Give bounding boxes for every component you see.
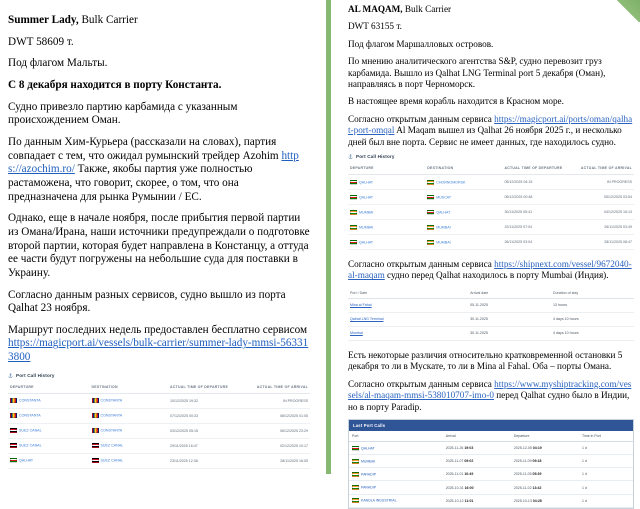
right-widget-title: Port Call History — [356, 154, 395, 160]
cell-duration: 4 days 10 hours — [551, 326, 634, 340]
right-p6-text-a: Согласно открытым данным сервиса — [348, 378, 495, 389]
cell-destination[interactable]: CONSTANTA — [90, 423, 169, 438]
cell-time-in-port: 1 d — [579, 494, 633, 507]
cell-arrival-date: 05.11.2025 — [468, 298, 551, 312]
cell-atd: 22/11/2025 07:04 — [502, 220, 574, 235]
flag-icon — [427, 240, 434, 245]
cell-atd: 29/11/2025 16:47 — [168, 438, 244, 453]
shipnext-header-row — [348, 288, 634, 299]
left-th-atd: ACTUAL TIME OF DEPARTURE — [168, 383, 244, 394]
cell-departure[interactable]: QALHAT — [348, 175, 425, 190]
cell-arrival: 2025-10-12 11:01 — [443, 494, 511, 507]
flag-icon — [92, 458, 99, 463]
table-row[interactable] — [8, 408, 310, 423]
cell-time-in-port: 1 d — [579, 468, 633, 481]
cell-ata: IN PROGRESS — [244, 393, 310, 408]
right-paragraph-5: Есть некоторые различия относительно кратковременной остановки 5 декабря то ли в Мускате, то ли в Mina al Fahal. Оба – порты Омана. — [348, 349, 623, 372]
cell-destination[interactable]: SUEZ CANAL — [90, 438, 169, 453]
left-column — [0, 0, 320, 469]
flag-icon — [10, 443, 17, 448]
myshiptracking-panel — [348, 419, 634, 509]
left-vessel-name: Summer Lady, — [8, 14, 79, 26]
left-p5-text-a: Маршрут последних недель предоставлен бесплатно сервисом — [8, 323, 308, 336]
flag-icon — [350, 210, 357, 215]
flag-icon — [352, 459, 359, 464]
left-paragraph-2 — [8, 136, 310, 204]
table-row[interactable] — [8, 393, 310, 408]
cell-departure[interactable]: MUMBAI — [348, 205, 425, 220]
right-column — [336, 0, 640, 509]
cell-departure[interactable]: SUEZ CANAL — [8, 438, 90, 453]
cell-ata: 04/12/2025 16:13 — [574, 205, 634, 220]
cell-atd: 05/12/2025 00:48 — [502, 190, 574, 205]
flag-icon — [10, 428, 17, 433]
right-paragraph-6 — [348, 379, 634, 413]
table-row[interactable] — [348, 298, 634, 312]
cell-destination[interactable]: QALHAT — [425, 205, 502, 220]
left-th-ata: ACTUAL TIME OF ARRIVAL — [244, 383, 310, 394]
right-th-departure: DEPARTURE — [348, 164, 425, 175]
cell-departure[interactable]: QALHAT — [348, 235, 425, 250]
table-row[interactable] — [8, 453, 310, 468]
left-paragraph-4: Согласно данным разных сервисов, судно вышло из порта Qalhat 23 ноября. — [8, 288, 286, 315]
cell-port[interactable]: MUMBAI — [349, 455, 443, 468]
cell-destination[interactable]: MUMBAI — [425, 220, 502, 235]
flag-icon — [350, 195, 357, 200]
cell-arrival-date: 30.11.2025 — [468, 312, 551, 326]
cell-ata: 28/11/2025 08:47 — [574, 235, 634, 250]
left-status-line: С 8 декабря находится в порту Константа. — [8, 78, 222, 91]
cell-departure: 2025-11-02 13:42 — [511, 481, 579, 494]
port-link[interactable]: Qalhat LNG Terminal — [350, 317, 384, 322]
right-port-call-widget — [348, 154, 634, 250]
cell-ata: IN PROGRESS — [574, 175, 634, 190]
anchor-icon — [348, 154, 353, 159]
flag-icon — [350, 180, 357, 185]
cell-atd: 26/11/2025 03:04 — [502, 235, 574, 250]
table-row[interactable] — [348, 190, 634, 205]
right-vessel-name: AL MAQAM, — [348, 4, 403, 14]
myshiptracking-link[interactable]: https://www.myshiptracking.com/vessels/al-maqam-mmsi-538010707-imo-0 — [348, 378, 632, 401]
flag-icon — [92, 413, 99, 418]
mst-header-row — [349, 431, 633, 442]
cell-ata: 06/12/2025 23:29 — [244, 423, 310, 438]
cell-ata: 05/12/2025 03:54 — [574, 190, 634, 205]
flag-icon — [92, 443, 99, 448]
flag-icon — [352, 485, 359, 490]
right-table-header-row — [348, 164, 634, 175]
cell-duration: 4 days 10 hours — [551, 312, 634, 326]
right-paragraph-2: В настоящее время корабль находится в Красном море. — [348, 96, 564, 107]
right-vessel-type: Bulk Carrier — [402, 4, 452, 14]
cell-port[interactable]: PARADIP — [349, 481, 443, 494]
port-link[interactable]: Mina al Fahal — [350, 303, 372, 308]
flag-icon — [10, 413, 17, 418]
shipnext-table-body — [348, 298, 634, 340]
right-th-destination: DESTINATION — [425, 164, 502, 175]
cell-departure[interactable]: MUMBAI — [348, 220, 425, 235]
cell-time-in-port: 1 d — [579, 481, 633, 494]
table-row[interactable] — [8, 423, 310, 438]
left-port-call-table — [8, 383, 310, 469]
cell-departure[interactable]: QALHAT — [348, 190, 425, 205]
right-table-body — [348, 175, 634, 250]
column-divider — [326, 0, 331, 474]
cell-destination[interactable]: MUSCAT — [425, 190, 502, 205]
right-th-ata: ACTUAL TIME OF ARRIVAL — [574, 164, 634, 175]
left-port-call-widget — [8, 373, 310, 469]
cell-departure: 2025-10-13 04:28 — [511, 494, 579, 507]
sn-th-arrival-date: Arrival date — [468, 288, 551, 299]
right-paragraph-4 — [348, 259, 634, 282]
flag-icon — [352, 446, 359, 451]
cell-departure: 2025-11-09 09:18 — [511, 455, 579, 468]
left-dwt: DWT 58609 т. — [8, 35, 74, 48]
cell-departure[interactable]: CONSTANTA — [8, 393, 90, 408]
flag-icon — [350, 240, 357, 245]
cell-duration: 13 hours — [551, 298, 634, 312]
mst-panel-title: Last Port Calls — [349, 420, 633, 431]
mst-table — [349, 431, 633, 508]
left-table-body — [8, 393, 310, 468]
right-widget-header — [348, 154, 634, 159]
left-table-header-row — [8, 383, 310, 394]
right-port-call-table — [348, 164, 634, 250]
cell-departure[interactable]: SUEZ CANAL — [8, 423, 90, 438]
cell-ata: 02/12/2025 10:17 — [244, 438, 310, 453]
left-widget-header — [8, 373, 310, 378]
flag-icon — [92, 428, 99, 433]
cell-destination[interactable]: CONSTANTA — [90, 408, 169, 423]
left-widget-title: Port Call History — [16, 372, 55, 378]
flag-icon — [10, 458, 17, 463]
cell-arrival: 2025-11-01 10:49 — [443, 468, 511, 481]
right-flag-line: Под флагом Маршалловых островов. — [348, 38, 494, 49]
cell-atd: 05/12/2025 04:15 — [502, 175, 574, 190]
right-p4-text-b: судно перед Qalhat находилось в порту Mumbai (Индия). — [384, 270, 609, 281]
cell-destination[interactable]: CONSTANTA — [90, 393, 169, 408]
cell-ata: 26/11/2025 03:49 — [574, 220, 634, 235]
left-th-destination: DESTINATION — [90, 383, 169, 394]
cell-destination[interactable]: CHORNOMORSK — [425, 175, 502, 190]
flag-icon — [350, 225, 357, 230]
cell-destination[interactable]: SUEZ CANAL — [90, 453, 169, 468]
sn-th-port-date: Port / Date — [348, 288, 468, 299]
mst-table-body — [349, 441, 633, 507]
left-vessel-title — [8, 14, 310, 28]
table-row[interactable] — [348, 235, 634, 250]
shipnext-link[interactable]: https://shipnext.com/vessel/9672040-al-maqam — [348, 259, 632, 281]
flag-icon — [427, 225, 434, 230]
right-vessel-title — [348, 4, 634, 15]
table-row[interactable] — [349, 468, 633, 481]
table-row[interactable] — [348, 220, 634, 235]
table-row[interactable] — [349, 455, 633, 468]
left-paragraph-1: Судно привезло партию карбамида с указанным происхождением Оман. — [8, 100, 238, 127]
cell-atd: 30/11/2025 05:41 — [502, 205, 574, 220]
table-row[interactable] — [348, 326, 634, 340]
table-row[interactable] — [349, 481, 633, 494]
right-paragraph-3 — [348, 114, 634, 148]
cell-departure: 2025-12-05 04:19 — [511, 441, 579, 454]
right-p6-text-b: перед Qalhat судно было в Индии, но в порту Paradip. — [348, 390, 630, 412]
cell-port[interactable]: KANDLA INDUSTRIAL — [349, 494, 443, 507]
cell-atd: 07/12/2025 00:33 — [168, 408, 244, 423]
mst-th-time-in-port: Time in Port — [579, 431, 633, 442]
flag-icon — [352, 498, 359, 503]
cell-port[interactable]: PARADIP — [349, 468, 443, 481]
magicport-qalhat-link[interactable]: https://magicport.ai/ports/oman/qalhat-port-omqal — [348, 113, 633, 136]
azochim-link[interactable]: https://azochim.ro/ — [8, 149, 299, 176]
cell-destination[interactable]: MUMBAI — [425, 235, 502, 250]
cell-arrival: 2025-10-31 16:00 — [443, 481, 511, 494]
cell-port-date[interactable] — [348, 298, 468, 312]
cell-arrival: 2025-11-07 09:02 — [443, 455, 511, 468]
magicport-summer-lady-link[interactable]: https://magicport.ai/vessels/bulk-carrier/summer-lady-mmsi-563313800 — [8, 337, 309, 364]
cell-ata: 28/11/2025 16:05 — [244, 453, 310, 468]
cell-port-date[interactable] — [348, 326, 468, 340]
right-dwt: DWT 63155 т. — [348, 21, 402, 32]
mst-th-port: Port — [349, 431, 443, 442]
flag-icon — [352, 472, 359, 477]
cell-departure[interactable]: CONSTANTA — [8, 408, 90, 423]
right-p4-text-a: Согласно открытым данным сервиса — [348, 259, 495, 270]
anchor-icon — [8, 373, 13, 378]
mst-th-departure: Departure — [511, 431, 579, 442]
right-p3-text-a: Согласно открытым данным сервиса — [348, 113, 495, 124]
left-th-departure: DEPARTURE — [8, 383, 90, 394]
left-flag-line: Под флагом Мальты. — [8, 57, 108, 70]
right-paragraph-1: По мнению аналитического агентства S&P, судно перевозит груз карбамида. Вышло из Qalhat LNG Terminal port 5 декабря (Оман), направляясь в порт Черноморск. — [348, 56, 606, 90]
cell-arrival: 2025-11-26 19:03 — [443, 441, 511, 454]
table-row[interactable] — [348, 175, 634, 190]
flag-icon — [427, 180, 434, 185]
left-p2-text-a: По данным Хим-Курьера (рассказали на словах), партия совпадает с тем, что ожидал румынский трейдер Azohim — [8, 135, 282, 162]
cell-departure[interactable]: QALHAT — [8, 453, 90, 468]
cell-arrival-date: 30.11.2025 — [468, 326, 551, 340]
cell-ata: 08/12/2025 01:05 — [244, 408, 310, 423]
flag-icon — [427, 210, 434, 215]
flag-icon — [10, 398, 17, 403]
cell-time-in-port: 1 d — [579, 455, 633, 468]
right-th-atd: ACTUAL TIME OF DEPARTURE — [502, 164, 574, 175]
shipnext-table — [348, 288, 634, 341]
table-row[interactable] — [348, 312, 634, 326]
cell-atd: 03/12/2025 05:15 — [168, 423, 244, 438]
mst-th-arrival: Arrival — [443, 431, 511, 442]
sn-th-duration: Duration of stay — [551, 288, 634, 299]
left-p2-text-b: Также, якобы партия уже полностью растаможена, что говорит, скорее, о том, что она предназначена для рынка Румынии / ЕС. — [8, 163, 253, 203]
cell-atd: 10/12/2025 19:32 — [168, 393, 244, 408]
flag-icon — [427, 195, 434, 200]
cell-port-date[interactable] — [348, 312, 468, 326]
cell-time-in-port: 1 d — [579, 441, 633, 454]
left-paragraph-3: Однако, еще в начале ноября, после прибытия первой партии из Омана/Ирана, наши источники предупреждали о подготовке второй партии, которая будет направлена в Констанцу, а оттуда ее части будут погружены на небольшие суда для поставки в Украину. — [8, 212, 310, 279]
flag-icon — [92, 398, 99, 403]
cell-port[interactable]: QALHAT — [349, 441, 443, 454]
left-paragraph-5 — [8, 324, 310, 365]
right-p3-text-b: Al Maqam вышел из Qalhat 26 ноября 2025 г., и несколько дней был вне порта. Сервис не имеет данных, где находилось судно. — [348, 125, 622, 147]
cell-atd: 23/11/2025 12:38 — [168, 453, 244, 468]
left-vessel-type: Bulk Carrier — [78, 14, 138, 26]
port-link[interactable]: Mumbai — [350, 331, 363, 336]
table-row[interactable] — [349, 494, 633, 507]
cell-departure: 2025-11-05 05:39 — [511, 468, 579, 481]
table-row[interactable] — [8, 438, 310, 453]
table-row[interactable] — [349, 441, 633, 454]
table-row[interactable] — [348, 205, 634, 220]
